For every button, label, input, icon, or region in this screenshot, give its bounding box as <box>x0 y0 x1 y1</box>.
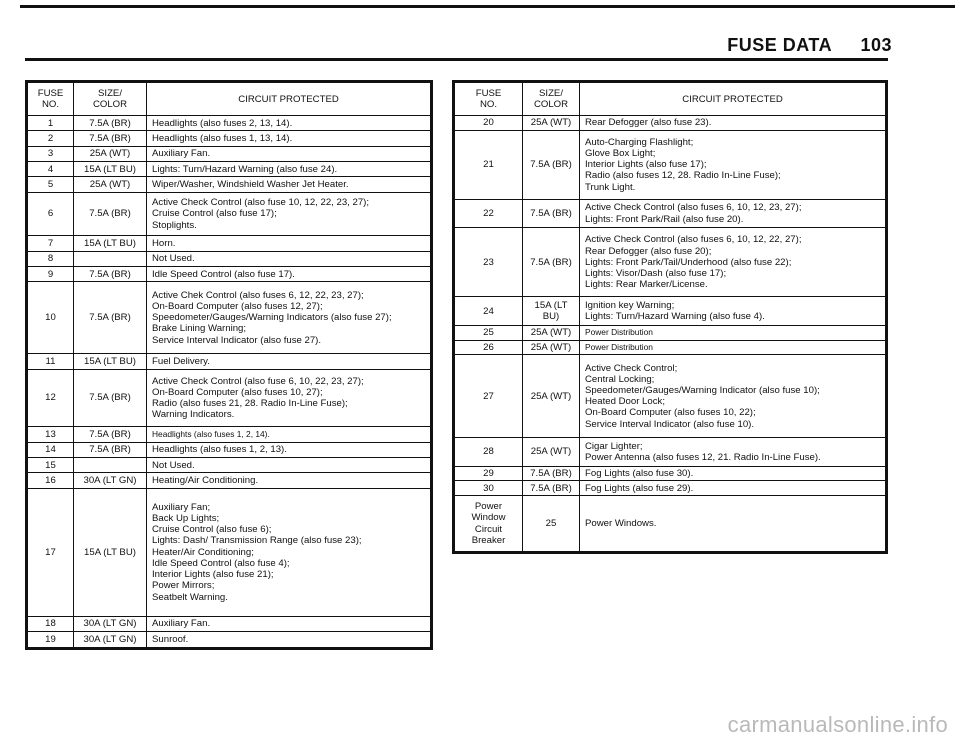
col-header-size-color: SIZE/ COLOR <box>74 82 147 116</box>
table-row <box>454 496 887 553</box>
circuit-protected: Not Used. <box>147 251 432 266</box>
table-row <box>27 236 432 251</box>
circuit-protected: Active Check Control (also fuses 6, 10, 12, 22, 27); Rear Defogger (also fuse 20); Lights: Front Park/Tail/Underhood (also fuse 22); Lights: Visor/Dash (also fuse 17); Lights: Rear Marker/License. <box>580 228 887 297</box>
table-row <box>27 162 432 177</box>
table-row <box>27 131 432 146</box>
fuse-number: 25 <box>454 325 523 340</box>
circuit-protected: Active Check Control (also fuse 10, 12, 22, 23, 27); Cruise Control (also fuse 17); Stoplights. <box>147 192 432 236</box>
table-row <box>27 473 432 488</box>
fuse-size-color: 7.5A (BR) <box>74 282 147 354</box>
fuse-size-color <box>74 457 147 472</box>
fuse-size-color: 30A (LT GN) <box>74 616 147 631</box>
fuse-size-color: 30A (LT GN) <box>74 632 147 649</box>
col-header-fuse-no: FUSE NO. <box>454 82 523 116</box>
fuse-number: Power Window Circuit Breaker <box>454 496 523 553</box>
fuse-number: 9 <box>27 267 74 282</box>
fuse-number: 7 <box>27 236 74 251</box>
fuse-size-color: 30A (LT GN) <box>74 473 147 488</box>
fuse-number: 3 <box>27 146 74 161</box>
circuit-protected: Active Check Control; Central Locking; Speedometer/Gauges/Warning Indicator (also fuse 10); Heated Door Lock; On-Board Computer (also fuses 10, 22); Service Interval Indicator (also fuse 10). <box>580 355 887 438</box>
page-number: 103 <box>860 35 892 55</box>
circuit-protected: Headlights (also fuses 1, 13, 14). <box>147 131 432 146</box>
fuse-number: 21 <box>454 130 523 199</box>
table-row <box>27 251 432 266</box>
fuse-size-color: 7.5A (BR) <box>74 427 147 442</box>
fuse-size-color: 25A (WT) <box>523 325 580 340</box>
table-row <box>27 457 432 472</box>
fuse-size-color: 25A (WT) <box>74 146 147 161</box>
fuse-size-color: 15A (LT BU) <box>523 297 580 325</box>
fuse-size-color: 25A (WT) <box>523 355 580 438</box>
fuse-number: 12 <box>27 369 74 427</box>
fuse-size-color: 25A (WT) <box>523 116 580 131</box>
fuse-size-color: 25A (WT) <box>523 340 580 355</box>
table-row <box>454 325 887 340</box>
fuse-number: 17 <box>27 488 74 616</box>
fuse-number: 6 <box>27 192 74 236</box>
table-row <box>454 130 887 199</box>
table-row <box>454 228 887 297</box>
circuit-protected: Fog Lights (also fuse 29). <box>580 481 887 496</box>
page-title-text: FUSE DATA <box>727 35 832 55</box>
fuse-size-color: 7.5A (BR) <box>523 199 580 227</box>
fuse-number: 19 <box>27 632 74 649</box>
fuse-number: 27 <box>454 355 523 438</box>
fuse-number: 22 <box>454 199 523 227</box>
fuse-number: 28 <box>454 438 523 466</box>
page-title <box>727 35 892 56</box>
fuse-number: 14 <box>27 442 74 457</box>
table-row <box>454 355 887 438</box>
table-row <box>454 340 887 355</box>
col-header-circuit: CIRCUIT PROTECTED <box>147 82 432 116</box>
circuit-protected: Auxiliary Fan. <box>147 146 432 161</box>
fuse-size-color: 15A (LT BU) <box>74 162 147 177</box>
fuse-number: 8 <box>27 251 74 266</box>
fuse-size-color: 7.5A (BR) <box>523 481 580 496</box>
fuse-size-color: 7.5A (BR) <box>74 192 147 236</box>
fuse-number: 1 <box>27 116 74 131</box>
table-header-row <box>27 82 432 116</box>
fuse-number: 16 <box>27 473 74 488</box>
fuse-number: 29 <box>454 466 523 481</box>
circuit-protected: Not Used. <box>147 457 432 472</box>
header-rule <box>25 58 888 61</box>
fuse-size-color: 15A (LT BU) <box>74 236 147 251</box>
fuse-number: 24 <box>454 297 523 325</box>
circuit-protected: Active Check Control (also fuses 6, 10, 12, 23, 27); Lights: Front Park/Rail (also fuse 20). <box>580 199 887 227</box>
fuse-number: 2 <box>27 131 74 146</box>
circuit-protected: Idle Speed Control (also fuse 17). <box>147 267 432 282</box>
circuit-protected: Power Distribution <box>580 325 887 340</box>
fuse-size-color: 7.5A (BR) <box>74 116 147 131</box>
table-row <box>27 177 432 192</box>
circuit-protected: Power Windows. <box>580 496 887 553</box>
fuse-number: 4 <box>27 162 74 177</box>
circuit-protected: Lights: Turn/Hazard Warning (also fuse 24). <box>147 162 432 177</box>
col-header-fuse-no: FUSE NO. <box>27 82 74 116</box>
circuit-protected: Auxiliary Fan. <box>147 616 432 631</box>
fuse-number: 23 <box>454 228 523 297</box>
fuse-size-color: 7.5A (BR) <box>523 130 580 199</box>
watermark: carmanualsonline.info <box>727 712 948 737</box>
table-row <box>27 369 432 427</box>
circuit-protected: Auto-Charging Flashlight; Glove Box Light; Interior Lights (also fuse 17); Radio (also fuses 12, 28. Radio In-Line Fuse); Trunk Light. <box>580 130 887 199</box>
fuse-number: 18 <box>27 616 74 631</box>
table-row <box>27 442 432 457</box>
fuse-number: 30 <box>454 481 523 496</box>
fuse-size-color: 25 <box>523 496 580 553</box>
fuse-table-right <box>452 80 888 554</box>
table-header-row <box>454 82 887 116</box>
table-row <box>454 481 887 496</box>
table-row <box>454 297 887 325</box>
circuit-protected: Auxiliary Fan; Back Up Lights; Cruise Control (also fuse 6); Lights: Dash/ Transmission Range (also fuse 23); Heater/Air Conditioning; Idle Speed Control (also fuse 4); Interior Lights (also fuse 21); Power Mirrors; Seatbelt Warning. <box>147 488 432 616</box>
fuse-size-color: 7.5A (BR) <box>74 131 147 146</box>
circuit-protected: Headlights (also fuses 1, 2, 13). <box>147 442 432 457</box>
table-row <box>27 282 432 354</box>
table-row <box>27 632 432 649</box>
circuit-protected: Active Check Control (also fuse 6, 10, 22, 23, 27); On-Board Computer (also fuses 10, 27); Radio (also fuses 21, 28. Radio In-Line Fuse); Warning Indicators. <box>147 369 432 427</box>
fuse-size-color: 7.5A (BR) <box>523 228 580 297</box>
fuse-size-color: 7.5A (BR) <box>74 267 147 282</box>
col-header-size-color: SIZE/ COLOR <box>523 82 580 116</box>
table-row <box>27 192 432 236</box>
circuit-protected: Rear Defogger (also fuse 23). <box>580 116 887 131</box>
table-row <box>27 488 432 616</box>
fuse-number: 26 <box>454 340 523 355</box>
col-header-circuit: CIRCUIT PROTECTED <box>580 82 887 116</box>
fuse-size-color: 7.5A (BR) <box>74 442 147 457</box>
fuse-number: 20 <box>454 116 523 131</box>
fuse-size-color: 7.5A (BR) <box>523 466 580 481</box>
circuit-protected: Active Chek Control (also fuses 6, 12, 22, 23, 27); On-Board Computer (also fuses 12, 27); Speedometer/Gauges/Warning Indicators (also fuse 27); Brake Lining Warning; Service Interval Indicator (also fuse 27). <box>147 282 432 354</box>
circuit-protected: Headlights (also fuses 2, 13, 14). <box>147 116 432 131</box>
fuse-size-color: 15A (LT BU) <box>74 488 147 616</box>
fuse-number: 13 <box>27 427 74 442</box>
circuit-protected: Ignition key Warning; Lights: Turn/Hazard Warning (also fuse 4). <box>580 297 887 325</box>
fuse-size-color: 25A (WT) <box>74 177 147 192</box>
circuit-protected: Wiper/Washer, Windshield Washer Jet Heater. <box>147 177 432 192</box>
fuse-number: 11 <box>27 354 74 369</box>
table-row <box>27 146 432 161</box>
table-row <box>27 354 432 369</box>
fuse-size-color: 25A (WT) <box>523 438 580 466</box>
circuit-protected: Sunroof. <box>147 632 432 649</box>
fuse-number: 5 <box>27 177 74 192</box>
fuse-number: 15 <box>27 457 74 472</box>
table-row <box>27 427 432 442</box>
fuse-table-left <box>25 80 433 650</box>
table-row <box>454 466 887 481</box>
circuit-protected: Horn. <box>147 236 432 251</box>
circuit-protected: Power Distribution <box>580 340 887 355</box>
table-row <box>27 267 432 282</box>
table-row <box>454 438 887 466</box>
circuit-protected: Fog Lights (also fuse 30). <box>580 466 887 481</box>
table-row <box>454 116 887 131</box>
fuse-number: 10 <box>27 282 74 354</box>
circuit-protected: Heating/Air Conditioning. <box>147 473 432 488</box>
fuse-size-color: 15A (LT BU) <box>74 354 147 369</box>
fuse-size-color <box>74 251 147 266</box>
table-row <box>27 616 432 631</box>
top-border-line <box>20 5 955 8</box>
fuse-size-color: 7.5A (BR) <box>74 369 147 427</box>
table-row <box>27 116 432 131</box>
circuit-protected: Headlights (also fuses 1, 2, 14). <box>147 427 432 442</box>
table-row <box>454 199 887 227</box>
circuit-protected: Fuel Delivery. <box>147 354 432 369</box>
circuit-protected: Cigar Lighter; Power Antenna (also fuses 12, 21. Radio In-Line Fuse). <box>580 438 887 466</box>
